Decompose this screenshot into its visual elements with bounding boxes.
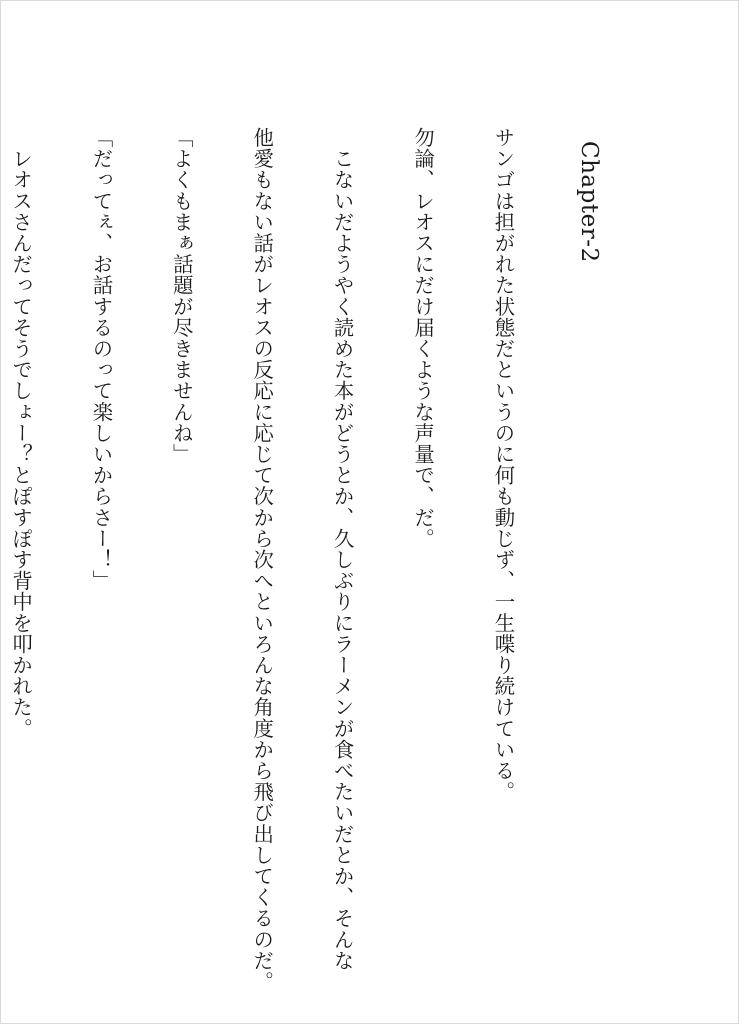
text-line: サンゴは担がれた状態だというのに何も動じず、一生喋り続けている。: [491, 127, 516, 803]
text-line: 「よくもまぁ話題が尽きませんね」: [169, 127, 194, 465]
text-line: 「だってぇ、お話するのって楽しいからさー！」: [89, 127, 114, 592]
text-line: こないだようやく読めた本がどうとか、久しぶりにラーメンが食べたいだとか、そんな: [330, 127, 355, 971]
text-line: 勿論、レオスにだけ届くような声量で、だ。: [411, 127, 436, 549]
chapter-title: Chapter-2: [576, 141, 602, 263]
text-line: レオスさんだってそうでしょー？とぽすぽす背中を叩かれた。: [9, 127, 34, 739]
body-text: [0, 127, 570, 1007]
text-line: 他愛もない話がレオスの反応に応じて次から次へといろんな角度から飛び出してくるのだ。: [250, 127, 275, 993]
